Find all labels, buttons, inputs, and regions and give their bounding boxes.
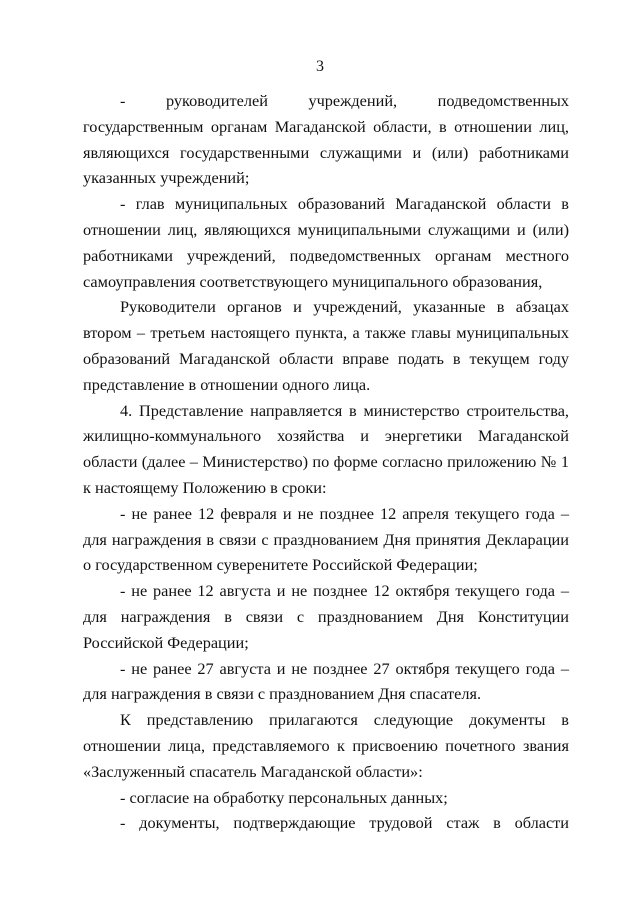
paragraph-submission-right: Руководители органов и учреждений, указанные в абзацах втором – третьем настоящего пункта, а также главы муниципальных образований Магаданской области вправе подать в текущем году представление в отношении одного лица.: [83, 297, 569, 394]
paragraph-deadline-rescuer-day: - не ранее 27 августа и не позднее 27 октября текущего года – для награждения в связи с празднованием Дня спасателя.: [83, 658, 569, 704]
page-number: 3: [316, 58, 324, 75]
paragraph-attached-documents: К представлению прилагаются следующие документы в отношении лица, представляемого к присвоению почетного звания «Заслуженный спасатель Магаданской области»:: [83, 710, 569, 781]
paragraph-heads-of-institutions: - руководителей учреждений, подведомственных государственным органам Магаданской области, в отношении лиц, являющихся государственными служащими и (или) работниками указанных учреждений;: [83, 91, 569, 188]
paragraph-deadline-february: - не ранее 12 февраля и не позднее 12 апреля текущего года – для награждения в связи с празднованием Дня принятия Декларации о государственном суверенитете Российской Федерации;: [83, 503, 569, 575]
paragraph-deadline-august: - не ранее 12 августа и не позднее 12 октября текущего года – для награждения в связи с празднованием Дня Конституции Российской Федерации;: [83, 581, 569, 652]
paragraph-heads-of-municipalities: - глав муниципальных образований Магаданской области в отношении лиц, являющихся муниципальными служащими и (или) работниками учреждений, подведомственных органам местного самоуправления соответствующего муниципального образования,: [83, 194, 569, 291]
document-body: [83, 88, 569, 836]
paragraph-work-experience-documents: - документы, подтверждающие трудовой стаж в области: [120, 813, 569, 833]
paragraph-item-4: 4. Представление направляется в министерство строительства, жилищно-коммунального хозяйства и энергетики Магаданской области (далее – Министерство) по форме согласно приложению № 1 к настоящему Положению в сроки:: [83, 400, 569, 497]
paragraph-consent-personal-data: - согласие на обработку персональных данных;: [120, 787, 448, 807]
